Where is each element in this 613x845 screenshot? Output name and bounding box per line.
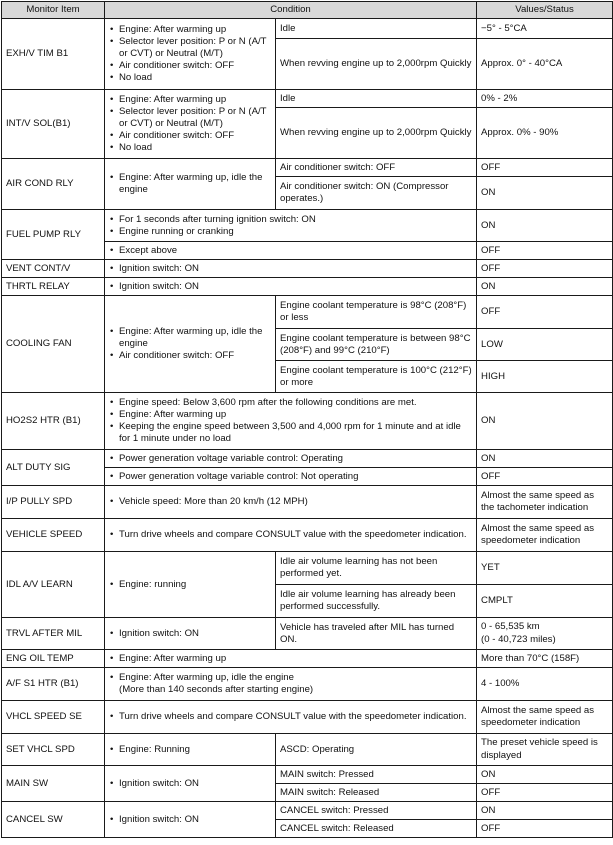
condition-line: • Air conditioner switch: OFF: [109, 60, 271, 72]
monitor-item: VHCL SPEED SE: [2, 701, 105, 734]
table-row: [2, 552, 613, 585]
sub-condition: Vehicle has traveled after MIL has turned ON.: [276, 618, 477, 650]
monitor-item: FUEL PUMP RLY: [2, 210, 105, 260]
sub-condition: Idle: [276, 90, 477, 108]
sub-condition: MAIN switch: Released: [276, 784, 477, 802]
condition-line: • Engine: After warming up: [109, 409, 472, 421]
condition-list: [105, 450, 477, 468]
value-status: CMPLT: [477, 585, 613, 618]
monitor-item: HO2S2 HTR (B1): [2, 393, 105, 450]
value-status: OFF: [477, 159, 613, 177]
value-status: OFF: [477, 820, 613, 838]
value-status: OFF: [477, 468, 613, 486]
sub-condition: When revving engine up to 2,000rpm Quickly: [276, 108, 477, 159]
value-status: −5° - 5°CA: [477, 19, 613, 39]
condition-list: [105, 734, 276, 766]
header-values-status: Values/Status: [477, 2, 613, 19]
condition-line: • No load: [109, 142, 271, 154]
condition-line: • Keeping the engine speed between 3,500 and 4,000 rpm for 1 minute and at idle for 1 minute under no load: [109, 421, 472, 445]
table-row: [2, 802, 613, 820]
condition-line: • Power generation voltage variable control: Not operating: [109, 471, 472, 483]
value-status: ON: [477, 766, 613, 784]
condition-line: • Air conditioner switch: OFF: [109, 130, 271, 142]
value-status: ON: [477, 393, 613, 450]
condition-line: • Ignition switch: ON: [109, 263, 472, 275]
value-status: The preset vehicle speed is displayed: [477, 734, 613, 766]
condition-line: • Ignition switch: ON: [109, 778, 271, 790]
table-row: [2, 618, 613, 650]
condition-list: [105, 552, 276, 618]
sub-condition: Engine coolant temperature is 98°C (208°F) or less: [276, 296, 477, 329]
value-status: ON: [477, 802, 613, 820]
monitor-item: A/F S1 HTR (B1): [2, 668, 105, 701]
condition-list: [105, 90, 276, 159]
value-status: 4 - 100%: [477, 668, 613, 701]
table-row: [2, 486, 613, 519]
condition-line: • Engine: After warming up, idle the engine: [109, 172, 271, 196]
condition-line: • Engine: After warming up: [109, 24, 271, 36]
condition-line: • Power generation voltage variable control: Operating: [109, 453, 472, 465]
value-status: YET: [477, 552, 613, 585]
sub-condition: Idle air volume learning has not been performed yet.: [276, 552, 477, 585]
table-row: [2, 278, 613, 296]
condition-line: • Except above: [109, 245, 472, 257]
value-status: OFF: [477, 260, 613, 278]
sub-condition: Idle: [276, 19, 477, 39]
table-row: [2, 260, 613, 278]
monitor-item: VENT CONT/V: [2, 260, 105, 278]
condition-line: • Turn drive wheels and compare CONSULT value with the speedometer indication.: [109, 529, 472, 541]
value-status: ON: [477, 450, 613, 468]
condition-line: • Engine: After warming up: [109, 94, 271, 106]
monitor-item: COOLING FAN: [2, 296, 105, 393]
condition-line: • Ignition switch: ON: [109, 628, 271, 640]
condition-list: [105, 468, 477, 486]
condition-list: [105, 618, 276, 650]
table-row: [2, 296, 613, 329]
condition-line: • Turn drive wheels and compare CONSULT value with the speedometer indication.: [109, 711, 472, 723]
table-row: [2, 701, 613, 734]
value-status: 0% - 2%: [477, 90, 613, 108]
condition-list: [105, 668, 477, 701]
table-row: [2, 159, 613, 177]
sub-condition: Air conditioner switch: OFF: [276, 159, 477, 177]
header-monitor-item: Monitor Item: [2, 2, 105, 19]
condition-list: [105, 650, 477, 668]
value-status: OFF: [477, 242, 613, 260]
value-status: 0 - 65,535 km (0 - 40,723 miles): [477, 618, 613, 650]
condition-list: [105, 766, 276, 802]
value-status: ON: [477, 177, 613, 210]
condition-list: [105, 393, 477, 450]
condition-list: [105, 701, 477, 734]
value-status: Almost the same speed as the tachometer indication: [477, 486, 613, 519]
condition-line: • Engine: running: [109, 579, 271, 591]
condition-list: [105, 486, 477, 519]
condition-line: • Ignition switch: ON: [109, 281, 472, 293]
condition-line: • Selector lever position: P or N (A/T or CVT) or Neutral (M/T): [109, 36, 271, 60]
table-row: [2, 650, 613, 668]
monitor-item: THRTL RELAY: [2, 278, 105, 296]
value-status: Approx. 0° - 40°CA: [477, 39, 613, 90]
monitor-item: VEHICLE SPEED: [2, 519, 105, 552]
table-row: [2, 450, 613, 468]
condition-line: • Selector lever position: P or N (A/T or CVT) or Neutral (M/T): [109, 106, 271, 130]
condition-line: • Engine: After warming up, idle the engine: [109, 326, 271, 350]
monitor-item: ENG OIL TEMP: [2, 650, 105, 668]
table-row: [2, 668, 613, 701]
monitor-item: AIR COND RLY: [2, 159, 105, 210]
monitor-item: CANCEL SW: [2, 802, 105, 838]
condition-list: [105, 260, 477, 278]
table-row: [2, 210, 613, 242]
condition-line: • Ignition switch: ON: [109, 814, 271, 826]
value-status: Almost the same speed as speedometer indication: [477, 519, 613, 552]
condition-list: [105, 296, 276, 393]
condition-line: • Air conditioner switch: OFF: [109, 350, 271, 362]
monitor-item: ALT DUTY SIG: [2, 450, 105, 486]
sub-condition: ASCD: Operating: [276, 734, 477, 766]
condition-list: [105, 242, 477, 260]
condition-list: [105, 519, 477, 552]
monitor-item: IDL A/V LEARN: [2, 552, 105, 618]
monitor-item: SET VHCL SPD: [2, 734, 105, 766]
monitor-table: [1, 1, 613, 838]
condition-line: • Vehicle speed: More than 20 km/h (12 MPH): [109, 496, 472, 508]
condition-list: [105, 802, 276, 838]
monitor-item: I/P PULLY SPD: [2, 486, 105, 519]
value-status: HIGH: [477, 361, 613, 393]
value-status: Almost the same speed as speedometer indication: [477, 701, 613, 734]
sub-condition: Air conditioner switch: ON (Compressor operates.): [276, 177, 477, 210]
condition-list: [105, 278, 477, 296]
header-condition: Condition: [105, 2, 477, 19]
condition-list: [105, 210, 477, 242]
table-row: [2, 519, 613, 552]
value-status: ON: [477, 278, 613, 296]
condition-line: • Engine speed: Below 3,600 rpm after the following conditions are met.: [109, 397, 472, 409]
monitor-item: EXH/V TIM B1: [2, 19, 105, 90]
table-row: [2, 19, 613, 39]
condition-line: • Engine: After warming up, idle the engine (More than 140 seconds after starting engine): [109, 672, 472, 696]
value-status: More than 70°C (158F): [477, 650, 613, 668]
sub-condition: Engine coolant temperature is between 98°C (208°F) and 99°C (210°F): [276, 329, 477, 361]
sub-condition: Engine coolant temperature is 100°C (212°F) or more: [276, 361, 477, 393]
value-status: OFF: [477, 784, 613, 802]
value-status: Approx. 0% - 90%: [477, 108, 613, 159]
sub-condition: Idle air volume learning has already been performed successfully.: [276, 585, 477, 618]
table-row: [2, 393, 613, 450]
condition-list: [105, 159, 276, 210]
table-row: [2, 734, 613, 766]
sub-condition: CANCEL switch: Released: [276, 820, 477, 838]
value-status: LOW: [477, 329, 613, 361]
monitor-item: TRVL AFTER MIL: [2, 618, 105, 650]
condition-line: • For 1 seconds after turning ignition switch: ON: [109, 214, 472, 226]
monitor-item: MAIN SW: [2, 766, 105, 802]
table-row: [2, 90, 613, 108]
sub-condition: CANCEL switch: Pressed: [276, 802, 477, 820]
value-status: ON: [477, 210, 613, 242]
condition-line: • Engine running or cranking: [109, 226, 472, 238]
value-status: OFF: [477, 296, 613, 329]
condition-line: • No load: [109, 72, 271, 84]
condition-list: [105, 19, 276, 90]
table-row: [2, 766, 613, 784]
sub-condition: MAIN switch: Pressed: [276, 766, 477, 784]
monitor-item: INT/V SOL(B1): [2, 90, 105, 159]
condition-line: • Engine: After warming up: [109, 653, 472, 665]
condition-line: • Engine: Running: [109, 744, 271, 756]
sub-condition: When revving engine up to 2,000rpm Quickly: [276, 39, 477, 90]
